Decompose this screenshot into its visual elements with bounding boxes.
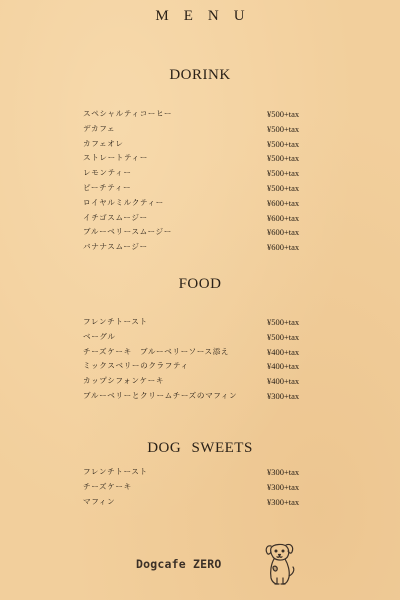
menu-item bbox=[83, 122, 323, 137]
menu-item bbox=[83, 345, 323, 360]
item-price: ¥300+tax bbox=[267, 496, 300, 507]
menu-item bbox=[83, 330, 323, 345]
item-price: ¥500+tax bbox=[267, 138, 300, 149]
item-price: ¥500+tax bbox=[267, 317, 300, 327]
item-name: ブルーベリースムージー bbox=[83, 227, 172, 237]
item-price: ¥400+tax bbox=[267, 346, 300, 357]
item-name: ピーチティー bbox=[83, 182, 132, 192]
food-list bbox=[83, 315, 323, 404]
menu-item bbox=[83, 374, 323, 389]
item-name: ロイヤルミルクティー bbox=[83, 197, 164, 207]
item-name: マフィン bbox=[83, 496, 116, 506]
item-name: チーズケーキ ブルーベリーソース添え bbox=[83, 346, 230, 356]
menu-item bbox=[83, 107, 323, 122]
item-name: スペシャルティコーヒー bbox=[83, 109, 173, 118]
item-price: ¥400+tax bbox=[267, 361, 300, 372]
item-price: ¥600+tax bbox=[267, 227, 300, 238]
menu-item bbox=[83, 465, 323, 480]
menu-item bbox=[83, 389, 323, 404]
brand-name: Dogcafe ZERO bbox=[136, 557, 222, 571]
item-name: チーズケーキ bbox=[83, 481, 132, 491]
item-price: ¥500+tax bbox=[267, 182, 300, 193]
dog-icon bbox=[262, 540, 298, 588]
item-name: カフェオレ bbox=[83, 138, 124, 148]
item-price: ¥600+tax bbox=[267, 242, 300, 253]
menu-item bbox=[83, 166, 323, 181]
item-name: ベーグル bbox=[83, 331, 116, 341]
menu-item bbox=[83, 196, 323, 211]
section-heading-drinks: DORINK bbox=[169, 67, 231, 83]
menu-item bbox=[83, 495, 323, 510]
item-price: ¥600+tax bbox=[267, 197, 300, 208]
menu-item bbox=[83, 225, 323, 240]
item-name: イチゴスムージー bbox=[83, 212, 148, 222]
dog-sweets-list bbox=[83, 465, 323, 509]
item-price: ¥300+tax bbox=[267, 467, 300, 477]
item-name: レモンティー bbox=[83, 168, 132, 178]
menu-item bbox=[83, 480, 323, 495]
item-price: ¥300+tax bbox=[267, 481, 300, 492]
menu-item bbox=[83, 359, 323, 374]
item-price: ¥500+tax bbox=[267, 331, 300, 342]
menu-item bbox=[83, 151, 323, 166]
menu-item bbox=[83, 181, 323, 196]
menu-item bbox=[83, 137, 323, 152]
item-price: ¥500+tax bbox=[267, 153, 300, 164]
menu-title: MENU bbox=[155, 8, 260, 24]
item-name: フレンチトースト bbox=[83, 467, 148, 476]
item-price: ¥300+tax bbox=[267, 390, 300, 401]
item-name: ブルーベリーとクリームチーズのマフィン bbox=[83, 390, 238, 400]
section-heading-food: FOOD bbox=[178, 276, 222, 292]
drink-list bbox=[83, 107, 323, 255]
item-name: カップシフォンケーキ bbox=[83, 376, 165, 386]
menu-item bbox=[83, 315, 323, 330]
item-price: ¥600+tax bbox=[267, 212, 300, 223]
item-name: バナナスムージー bbox=[83, 242, 148, 252]
item-name: ストレートティー bbox=[83, 153, 148, 163]
item-price: ¥400+tax bbox=[267, 376, 300, 387]
item-name: デカフェ bbox=[83, 123, 116, 133]
menu-item bbox=[83, 211, 323, 226]
item-price: ¥500+tax bbox=[267, 123, 300, 134]
item-price: ¥500+tax bbox=[267, 109, 300, 119]
menu-item bbox=[83, 240, 323, 255]
item-name: フレンチトースト bbox=[83, 317, 148, 326]
item-name: ミックスベリーのクラフティ bbox=[83, 361, 189, 371]
item-price: ¥500+tax bbox=[267, 168, 300, 179]
section-heading-dog-sweets: DOG SWEETS bbox=[147, 440, 253, 456]
